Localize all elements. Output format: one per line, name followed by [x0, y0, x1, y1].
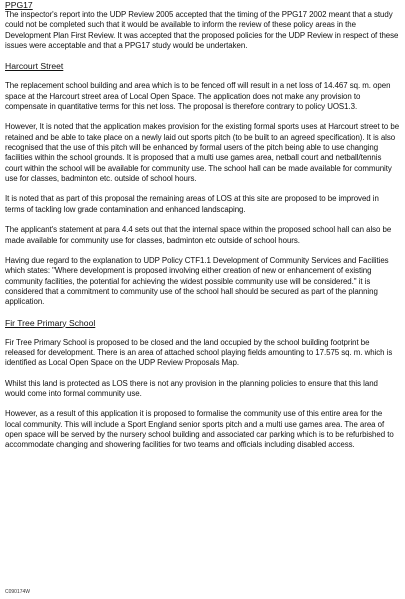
paragraph: Whilst this land is protected as LOS there is not any provision in the planning policies to ensure that this land would come into formal community use.: [5, 378, 378, 398]
section-heading-ppg17: PPG17: [5, 0, 33, 10]
paragraph: The inspector's report into the UDP Review 2005 accepted that the timing of the PPG17 2002 meant that a study could not be completed such that it would be available to inform the review of these policy areas in the Development Plan First Review. It was accepted that the proposed policies for the UDP Review in respect of these issues were acceptable and that a PPG17 study would be undertaken.: [5, 10, 399, 51]
document-page: [5, 0, 400, 451]
paragraph: However, as a result of this application it is proposed to formalise the community use of this entire area for the local community. This will include a Sport England senior sports pitch and a multi use games area. The area of open space will be served by the nursery school building and associated car parking which is to be refurbished to accommodate changing and showering facilities for two teams and officials including disabled access.: [5, 409, 394, 450]
paragraph: However, It is noted that the application makes provision for the existing formal sports uses at Harcourt street to be retained and be able to take place on a newly laid out sports pitch (to be built to an agreed specification). It is also recognised that the use of this pitch will be enhanced by formal users of the pitch being able to use changing facilities within the school grounds. It is proposed that a multi use games area, netball court and netball/tennis court within the school will be available for community use. The school hall can be made available for community use for classes, badminton etc. outside of school hours.: [5, 122, 400, 184]
paragraph: Fir Tree Primary School is proposed to be closed and the land occupied by the school building footprint be released for development. There is an area of attached school playing fields amounting to 17.575 sq. m. which is identified as Local Open Space on the UDP Review Proposals Map.: [5, 337, 393, 368]
paragraph: It is noted that as part of this proposal the remaining areas of LOS at this site are proposed to be improved in terms of tackling low grade contamination and enhanced landscaping.: [5, 194, 379, 214]
section-heading-harcourt-street: Harcourt Street: [5, 61, 64, 72]
paragraph: The applicant's statement at para 4.4 sets out that the internal space within the proposed school hall can also be made available for community use for classes, badminton etc outside of school hours.: [5, 225, 392, 245]
page-footer-reference: C090174W: [5, 589, 31, 595]
section-heading-fir-tree-primary-school: Fir Tree Primary School: [5, 317, 96, 328]
paragraph: Having due regard to the explanation to UDP Policy CTF1.1 Development of Community Services and Facilities which states: "Where development is proposed involving either creation of new or enhancement of existing community facilities, the potential for achieving the widest possible community use will be considered." it is considered that a commitment to community use of the school hall should be secured as part of the planning application.: [5, 255, 389, 307]
paragraph: The replacement school building and area which is to be fenced off will result in a net loss of 14.467 sq. m. open space at the Harcourt street area of Local Open Space. The application does not make any provision to compensate in quantitative terms for this net loss. The proposal is therefore contrary to policy UOS1.3.: [5, 81, 391, 112]
